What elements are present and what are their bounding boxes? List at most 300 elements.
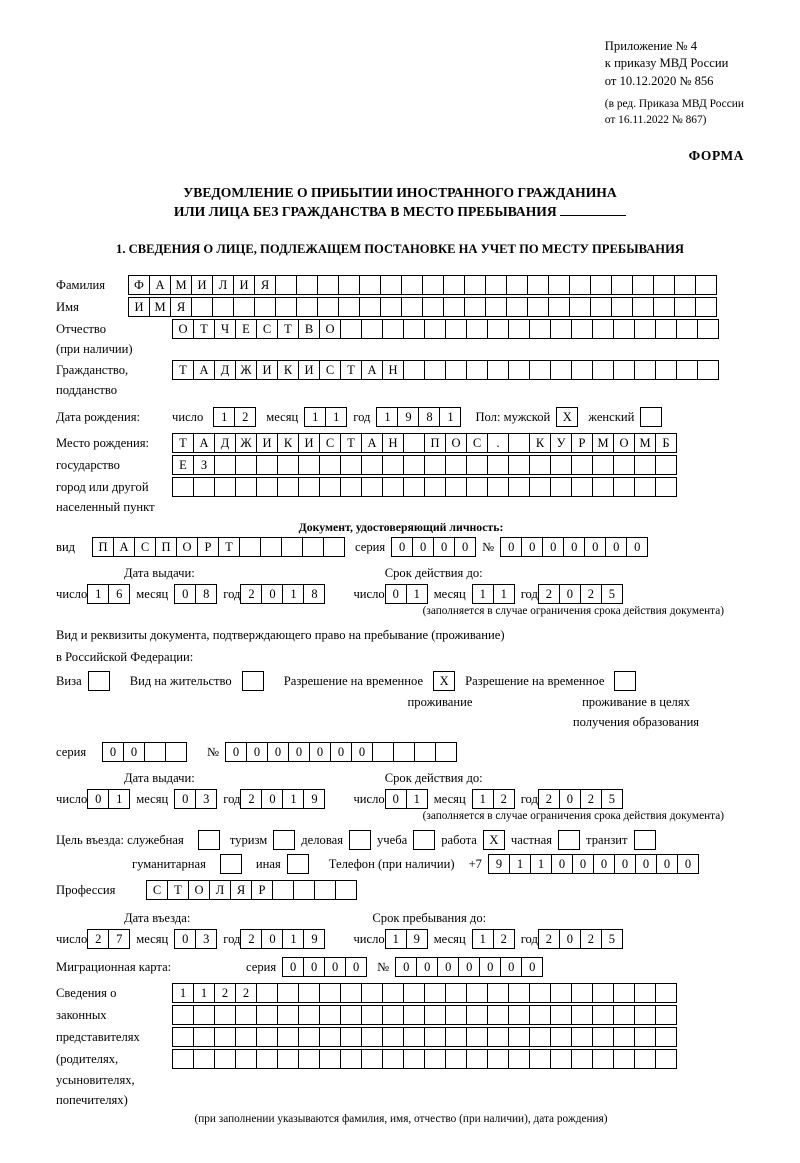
char-box[interactable]: 1: [282, 584, 304, 604]
char-box[interactable]: Т: [167, 880, 189, 900]
doc-series-boxes[interactable]: [391, 537, 476, 557]
doc-issue-day-boxes[interactable]: [87, 584, 130, 604]
char-box[interactable]: [403, 983, 425, 1003]
char-box[interactable]: [298, 1049, 320, 1069]
legal-rep-boxes-row4[interactable]: [172, 1049, 677, 1069]
char-box[interactable]: [298, 983, 320, 1003]
char-box[interactable]: [424, 455, 446, 475]
char-box[interactable]: [277, 455, 299, 475]
char-box[interactable]: 0: [174, 584, 196, 604]
char-box[interactable]: [592, 1027, 614, 1047]
char-box[interactable]: [340, 319, 362, 339]
birth-day-boxes[interactable]: [213, 407, 256, 427]
char-box[interactable]: 0: [282, 957, 304, 977]
char-box[interactable]: 9: [488, 854, 510, 874]
char-box[interactable]: [256, 1027, 278, 1047]
stay-valid-year-boxes[interactable]: [538, 789, 623, 809]
char-box[interactable]: [239, 537, 261, 557]
char-box[interactable]: [592, 983, 614, 1003]
char-box[interactable]: 0: [87, 789, 109, 809]
char-box[interactable]: О: [319, 319, 341, 339]
char-box[interactable]: Р: [571, 433, 593, 453]
char-box[interactable]: И: [191, 275, 213, 295]
char-box[interactable]: [359, 275, 381, 295]
char-box[interactable]: [424, 1005, 446, 1025]
char-box[interactable]: К: [277, 360, 299, 380]
char-box[interactable]: [193, 1027, 215, 1047]
char-box[interactable]: 2: [538, 929, 560, 949]
residence-checkbox[interactable]: [242, 671, 264, 691]
char-box[interactable]: [506, 275, 528, 295]
edu-residence-checkbox[interactable]: [614, 671, 636, 691]
char-box[interactable]: [508, 983, 530, 1003]
char-box[interactable]: [445, 1027, 467, 1047]
char-box[interactable]: Т: [218, 537, 240, 557]
char-box[interactable]: 2: [493, 789, 515, 809]
char-box[interactable]: О: [176, 537, 198, 557]
char-box[interactable]: [361, 1049, 383, 1069]
char-box[interactable]: [508, 1005, 530, 1025]
char-box[interactable]: [613, 319, 635, 339]
char-box[interactable]: 0: [551, 854, 573, 874]
char-box[interactable]: 2: [538, 789, 560, 809]
char-box[interactable]: К: [277, 433, 299, 453]
char-box[interactable]: [277, 983, 299, 1003]
char-box[interactable]: 1: [304, 407, 326, 427]
char-box[interactable]: 0: [174, 929, 196, 949]
char-box[interactable]: Я: [254, 275, 276, 295]
stay-valid-month-boxes[interactable]: [472, 789, 515, 809]
char-box[interactable]: 0: [288, 742, 310, 762]
char-box[interactable]: 0: [454, 537, 476, 557]
char-box[interactable]: [466, 1027, 488, 1047]
char-box[interactable]: [487, 1005, 509, 1025]
char-box[interactable]: [403, 360, 425, 380]
char-box[interactable]: [424, 360, 446, 380]
char-box[interactable]: [487, 477, 509, 497]
char-box[interactable]: [277, 1005, 299, 1025]
char-box[interactable]: 0: [330, 742, 352, 762]
char-box[interactable]: 0: [626, 537, 648, 557]
char-box[interactable]: М: [634, 433, 656, 453]
char-box[interactable]: С: [134, 537, 156, 557]
char-box[interactable]: [634, 983, 656, 1003]
char-box[interactable]: 0: [572, 854, 594, 874]
char-box[interactable]: [361, 455, 383, 475]
char-box[interactable]: 0: [416, 957, 438, 977]
char-box[interactable]: [335, 880, 357, 900]
char-box[interactable]: С: [146, 880, 168, 900]
char-box[interactable]: 2: [493, 929, 515, 949]
char-box[interactable]: [380, 297, 402, 317]
char-box[interactable]: 1: [472, 584, 494, 604]
char-box[interactable]: [634, 1005, 656, 1025]
char-box[interactable]: [361, 983, 383, 1003]
char-box[interactable]: [323, 537, 345, 557]
doc-valid-month-boxes[interactable]: [472, 584, 515, 604]
char-box[interactable]: 0: [324, 957, 346, 977]
stay-number-boxes[interactable]: [225, 742, 457, 762]
char-box[interactable]: Н: [382, 433, 404, 453]
char-box[interactable]: [256, 1005, 278, 1025]
char-box[interactable]: [550, 319, 572, 339]
char-box[interactable]: [235, 455, 257, 475]
char-box[interactable]: [298, 1005, 320, 1025]
char-box[interactable]: 0: [500, 537, 522, 557]
char-box[interactable]: 2: [87, 929, 109, 949]
char-box[interactable]: [676, 319, 698, 339]
char-box[interactable]: [613, 983, 635, 1003]
char-box[interactable]: [214, 455, 236, 475]
char-box[interactable]: [235, 1005, 257, 1025]
char-box[interactable]: [443, 297, 465, 317]
char-box[interactable]: 2: [580, 929, 602, 949]
char-box[interactable]: [319, 1027, 341, 1047]
char-box[interactable]: [634, 1027, 656, 1047]
stay-issue-month-boxes[interactable]: [174, 789, 217, 809]
char-box[interactable]: [464, 297, 486, 317]
char-box[interactable]: [613, 455, 635, 475]
char-box[interactable]: [508, 455, 530, 475]
char-box[interactable]: [359, 297, 381, 317]
char-box[interactable]: [422, 275, 444, 295]
char-box[interactable]: [214, 1027, 236, 1047]
char-box[interactable]: 2: [240, 584, 262, 604]
char-box[interactable]: 0: [605, 537, 627, 557]
char-box[interactable]: [466, 1005, 488, 1025]
char-box[interactable]: 0: [542, 537, 564, 557]
char-box[interactable]: [558, 830, 580, 850]
char-box[interactable]: [508, 360, 530, 380]
char-box[interactable]: 2: [580, 584, 602, 604]
char-box[interactable]: Р: [251, 880, 273, 900]
char-box[interactable]: 8: [418, 407, 440, 427]
char-box[interactable]: [256, 983, 278, 1003]
char-box[interactable]: [674, 297, 696, 317]
char-box[interactable]: [466, 1049, 488, 1069]
char-box[interactable]: [445, 360, 467, 380]
char-box[interactable]: [655, 455, 677, 475]
char-box[interactable]: П: [155, 537, 177, 557]
char-box[interactable]: [508, 433, 530, 453]
char-box[interactable]: И: [298, 433, 320, 453]
char-box[interactable]: 0: [391, 537, 413, 557]
char-box[interactable]: Т: [277, 319, 299, 339]
char-box[interactable]: [382, 319, 404, 339]
char-box[interactable]: [319, 477, 341, 497]
char-box[interactable]: [340, 1005, 362, 1025]
char-box[interactable]: [338, 275, 360, 295]
char-box[interactable]: [634, 319, 656, 339]
char-box[interactable]: А: [193, 433, 215, 453]
char-box[interactable]: 0: [395, 957, 417, 977]
char-box[interactable]: [193, 477, 215, 497]
char-box[interactable]: 1: [406, 789, 428, 809]
char-box[interactable]: [445, 455, 467, 475]
char-box[interactable]: [614, 671, 636, 691]
char-box[interactable]: [695, 275, 717, 295]
char-box[interactable]: [550, 1027, 572, 1047]
legal-rep-boxes-row1[interactable]: [172, 983, 677, 1003]
char-box[interactable]: 0: [521, 537, 543, 557]
char-box[interactable]: [302, 537, 324, 557]
char-box[interactable]: [172, 1027, 194, 1047]
char-box[interactable]: 0: [261, 789, 283, 809]
char-box[interactable]: [361, 1027, 383, 1047]
char-box[interactable]: [340, 455, 362, 475]
char-box[interactable]: [569, 275, 591, 295]
char-box[interactable]: 8: [195, 584, 217, 604]
char-box[interactable]: [393, 742, 415, 762]
char-box[interactable]: 9: [303, 789, 325, 809]
char-box[interactable]: [697, 360, 719, 380]
char-box[interactable]: 5: [601, 584, 623, 604]
char-box[interactable]: 0: [559, 789, 581, 809]
char-box[interactable]: [317, 297, 339, 317]
char-box[interactable]: [424, 477, 446, 497]
legal-rep-boxes-row3[interactable]: [172, 1027, 677, 1047]
char-box[interactable]: [273, 830, 295, 850]
char-box[interactable]: [466, 477, 488, 497]
char-box[interactable]: [403, 455, 425, 475]
char-box[interactable]: 1: [385, 929, 407, 949]
char-box[interactable]: [487, 1049, 509, 1069]
char-box[interactable]: [592, 1049, 614, 1069]
char-box[interactable]: [527, 275, 549, 295]
char-box[interactable]: [275, 275, 297, 295]
char-box[interactable]: Ж: [235, 433, 257, 453]
char-box[interactable]: [527, 297, 549, 317]
purpose-business-checkbox[interactable]: [349, 830, 371, 850]
char-box[interactable]: [611, 297, 633, 317]
char-box[interactable]: [403, 433, 425, 453]
char-box[interactable]: 0: [559, 929, 581, 949]
char-box[interactable]: [424, 1049, 446, 1069]
phone-boxes[interactable]: [488, 854, 699, 874]
purpose-private-checkbox[interactable]: [558, 830, 580, 850]
char-box[interactable]: [655, 983, 677, 1003]
char-box[interactable]: 1: [172, 983, 194, 1003]
char-box[interactable]: 1: [213, 407, 235, 427]
char-box[interactable]: [414, 742, 436, 762]
char-box[interactable]: [485, 297, 507, 317]
char-box[interactable]: 1: [530, 854, 552, 874]
stay-issue-day-boxes[interactable]: [87, 789, 130, 809]
doc-valid-day-boxes[interactable]: [385, 584, 428, 604]
char-box[interactable]: В: [298, 319, 320, 339]
char-box[interactable]: Т: [340, 433, 362, 453]
char-box[interactable]: [592, 477, 614, 497]
char-box[interactable]: 9: [406, 929, 428, 949]
char-box[interactable]: 0: [584, 537, 606, 557]
char-box[interactable]: 1: [325, 407, 347, 427]
birth-place-boxes-row3[interactable]: [172, 477, 677, 497]
char-box[interactable]: [506, 297, 528, 317]
char-box[interactable]: [613, 1049, 635, 1069]
char-box[interactable]: 6: [108, 584, 130, 604]
char-box[interactable]: [571, 477, 593, 497]
char-box[interactable]: 3: [195, 929, 217, 949]
purpose-transit-checkbox[interactable]: [634, 830, 656, 850]
char-box[interactable]: [508, 477, 530, 497]
char-box[interactable]: [548, 297, 570, 317]
char-box[interactable]: 0: [267, 742, 289, 762]
char-box[interactable]: [487, 360, 509, 380]
char-box[interactable]: [403, 1049, 425, 1069]
char-box[interactable]: [220, 854, 242, 874]
char-box[interactable]: 0: [309, 742, 331, 762]
char-box[interactable]: 0: [635, 854, 657, 874]
char-box[interactable]: 3: [195, 789, 217, 809]
char-box[interactable]: [165, 742, 187, 762]
char-box[interactable]: [550, 455, 572, 475]
char-box[interactable]: [632, 297, 654, 317]
char-box[interactable]: 5: [601, 929, 623, 949]
char-box[interactable]: Я: [170, 297, 192, 317]
char-box[interactable]: И: [256, 360, 278, 380]
char-box[interactable]: Х: [483, 830, 505, 850]
char-box[interactable]: [445, 319, 467, 339]
char-box[interactable]: 0: [246, 742, 268, 762]
stay-valid-day-boxes[interactable]: [385, 789, 428, 809]
char-box[interactable]: [592, 319, 614, 339]
char-box[interactable]: [144, 742, 166, 762]
char-box[interactable]: [443, 275, 465, 295]
char-box[interactable]: [487, 455, 509, 475]
char-box[interactable]: 5: [601, 789, 623, 809]
char-box[interactable]: 0: [437, 957, 459, 977]
char-box[interactable]: 1: [193, 983, 215, 1003]
char-box[interactable]: [550, 477, 572, 497]
doc-issue-month-boxes[interactable]: [174, 584, 217, 604]
char-box[interactable]: [424, 1027, 446, 1047]
char-box[interactable]: А: [149, 275, 171, 295]
char-box[interactable]: И: [128, 297, 150, 317]
char-box[interactable]: [590, 275, 612, 295]
char-box[interactable]: 0: [345, 957, 367, 977]
char-box[interactable]: [634, 477, 656, 497]
char-box[interactable]: [298, 477, 320, 497]
char-box[interactable]: [655, 360, 677, 380]
char-box[interactable]: [281, 537, 303, 557]
char-box[interactable]: [550, 983, 572, 1003]
char-box[interactable]: [655, 1027, 677, 1047]
char-box[interactable]: [338, 297, 360, 317]
char-box[interactable]: [590, 297, 612, 317]
char-box[interactable]: [214, 1005, 236, 1025]
birth-place-boxes-row1[interactable]: [172, 433, 677, 453]
char-box[interactable]: 1: [376, 407, 398, 427]
sex-female-checkbox[interactable]: [640, 407, 662, 427]
birth-place-boxes-row2[interactable]: [172, 455, 677, 475]
char-box[interactable]: П: [92, 537, 114, 557]
char-box[interactable]: 0: [123, 742, 145, 762]
char-box[interactable]: З: [193, 455, 215, 475]
profession-boxes[interactable]: [146, 880, 357, 900]
char-box[interactable]: 0: [479, 957, 501, 977]
char-box[interactable]: О: [445, 433, 467, 453]
char-box[interactable]: С: [319, 433, 341, 453]
char-box[interactable]: [613, 360, 635, 380]
char-box[interactable]: [445, 1049, 467, 1069]
char-box[interactable]: [487, 983, 509, 1003]
entry-day-boxes[interactable]: [87, 929, 130, 949]
char-box[interactable]: 1: [87, 584, 109, 604]
char-box[interactable]: О: [613, 433, 635, 453]
char-box[interactable]: [466, 319, 488, 339]
char-box[interactable]: [592, 360, 614, 380]
char-box[interactable]: [674, 275, 696, 295]
stay-end-month-boxes[interactable]: [472, 929, 515, 949]
char-box[interactable]: [640, 407, 662, 427]
char-box[interactable]: 0: [261, 929, 283, 949]
char-box[interactable]: [382, 1027, 404, 1047]
char-box[interactable]: 2: [240, 789, 262, 809]
char-box[interactable]: [508, 1027, 530, 1047]
char-box[interactable]: Ф: [128, 275, 150, 295]
char-box[interactable]: [466, 455, 488, 475]
char-box[interactable]: Е: [235, 319, 257, 339]
char-box[interactable]: [319, 983, 341, 1003]
char-box[interactable]: 0: [102, 742, 124, 762]
char-box[interactable]: [401, 275, 423, 295]
char-box[interactable]: [272, 880, 294, 900]
char-box[interactable]: [235, 477, 257, 497]
char-box[interactable]: [277, 1049, 299, 1069]
char-box[interactable]: М: [149, 297, 171, 317]
char-box[interactable]: С: [256, 319, 278, 339]
birth-month-boxes[interactable]: [304, 407, 347, 427]
char-box[interactable]: Е: [172, 455, 194, 475]
char-box[interactable]: 0: [433, 537, 455, 557]
char-box[interactable]: 0: [412, 537, 434, 557]
char-box[interactable]: 0: [521, 957, 543, 977]
char-box[interactable]: А: [361, 433, 383, 453]
char-box[interactable]: [254, 297, 276, 317]
char-box[interactable]: [403, 1005, 425, 1025]
char-box[interactable]: [212, 297, 234, 317]
char-box[interactable]: [613, 1027, 635, 1047]
char-box[interactable]: [340, 1049, 362, 1069]
temp-residence-checkbox[interactable]: [433, 671, 455, 691]
char-box[interactable]: [235, 1027, 257, 1047]
char-box[interactable]: [382, 455, 404, 475]
migration-series-boxes[interactable]: [282, 957, 367, 977]
char-box[interactable]: 0: [385, 789, 407, 809]
char-box[interactable]: 1: [509, 854, 531, 874]
purpose-service-checkbox[interactable]: [198, 830, 220, 850]
char-box[interactable]: [655, 319, 677, 339]
char-box[interactable]: [382, 1005, 404, 1025]
char-box[interactable]: [508, 1049, 530, 1069]
char-box[interactable]: [634, 455, 656, 475]
char-box[interactable]: 2: [538, 584, 560, 604]
legal-rep-boxes-row2[interactable]: [172, 1005, 677, 1025]
char-box[interactable]: Х: [556, 407, 578, 427]
char-box[interactable]: [361, 319, 383, 339]
char-box[interactable]: Б: [655, 433, 677, 453]
stay-issue-year-boxes[interactable]: [240, 789, 325, 809]
char-box[interactable]: [445, 1005, 467, 1025]
char-box[interactable]: [508, 319, 530, 339]
char-box[interactable]: [571, 1049, 593, 1069]
char-box[interactable]: [372, 742, 394, 762]
char-box[interactable]: С: [319, 360, 341, 380]
char-box[interactable]: К: [529, 433, 551, 453]
char-box[interactable]: [298, 455, 320, 475]
char-box[interactable]: [632, 275, 654, 295]
purpose-humanitarian-checkbox[interactable]: [220, 854, 242, 874]
